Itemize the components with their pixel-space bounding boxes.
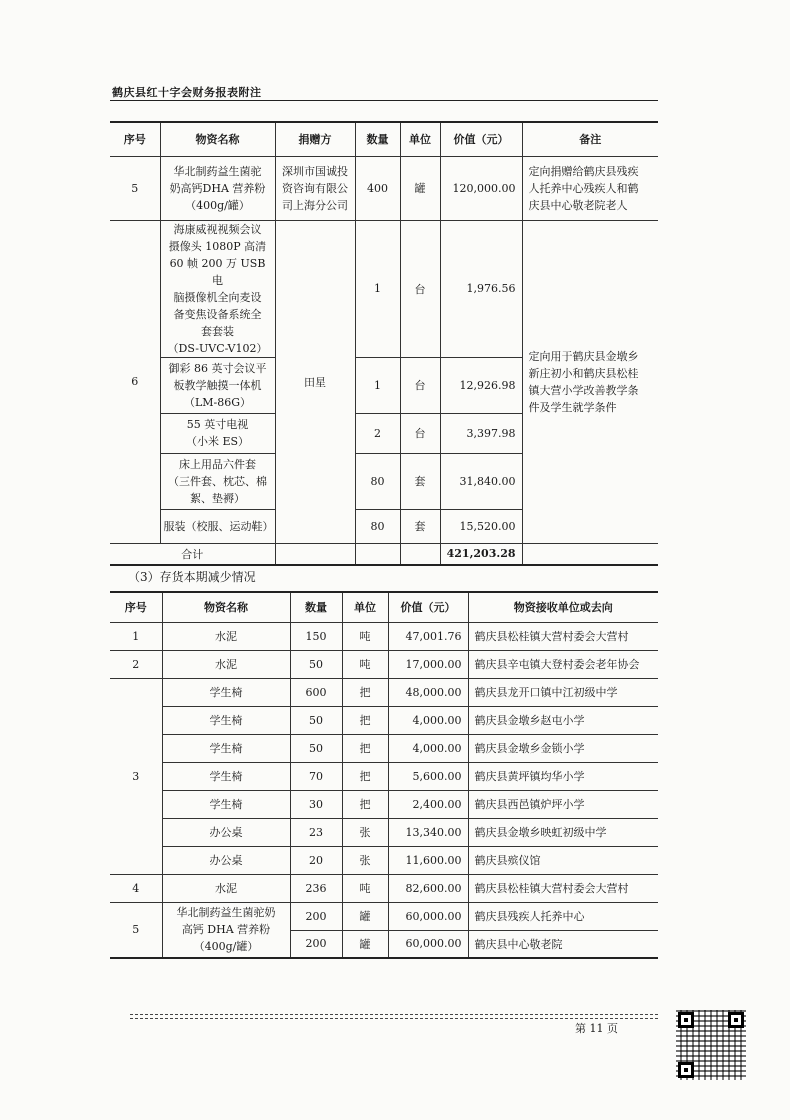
qty-cell: 400 (355, 156, 400, 220)
qty-cell: 50 (290, 734, 342, 762)
value-cell: 82,600.00 (388, 874, 468, 902)
unit-cell: 套 (400, 453, 440, 509)
destination-cell: 鹤庆县残疾人托养中心 (468, 902, 658, 930)
section-title: （3）存货本期减少情况 (128, 570, 256, 584)
qty-cell: 2 (355, 413, 400, 453)
value-cell: 17,000.00 (388, 650, 468, 678)
qty-cell: 1 (355, 220, 400, 357)
seq-cell: 4 (110, 874, 162, 902)
destination-cell: 鹤庆县金墩乡金锁小学 (468, 734, 658, 762)
unit-cell: 罐 (342, 930, 388, 958)
footer-divider (130, 1018, 658, 1019)
item-name-cell: 学生椅 (162, 678, 290, 706)
col-header: 数量 (290, 592, 342, 622)
item-name-cell: 学生椅 (162, 762, 290, 790)
seq-cell: 2 (110, 650, 162, 678)
item-name-cell: 床上用品六件套 （三件套、枕芯、棉 絮、垫褥） (160, 453, 275, 509)
qr-finder (678, 1062, 694, 1078)
item-name-cell: 御彩 86 英寸会议平 板教学触摸一体机 （LM-86G） (160, 357, 275, 413)
table-row (110, 678, 658, 706)
col-header: 备注 (522, 122, 658, 156)
qty-cell: 20 (290, 846, 342, 874)
unit-cell: 把 (342, 678, 388, 706)
table-row (110, 818, 658, 846)
unit-cell: 台 (400, 357, 440, 413)
table-row (110, 622, 658, 650)
unit-cell: 把 (342, 762, 388, 790)
unit-cell: 把 (342, 734, 388, 762)
value-cell: 13,340.00 (388, 818, 468, 846)
header-divider (110, 100, 658, 101)
unit-cell: 套 (400, 509, 440, 543)
destination-cell: 鹤庆县龙开口镇中江初级中学 (468, 678, 658, 706)
qty-cell: 600 (290, 678, 342, 706)
note-cell: 定向用于鹤庆县金墩乡 新庄初小和鹤庆县松桂 镇大营小学改善教学条 件及学生就学条件 (522, 220, 658, 543)
destination-cell: 鹤庆县西邑镇炉坪小学 (468, 790, 658, 818)
table-row (110, 220, 658, 357)
value-cell: 1,976.56 (440, 220, 522, 357)
destination-cell: 鹤庆县黄坪镇均华小学 (468, 762, 658, 790)
table-row (110, 734, 658, 762)
value-cell: 60,000.00 (388, 902, 468, 930)
donation-table (110, 121, 658, 566)
col-header: 价值（元） (440, 122, 522, 156)
col-header: 物资名称 (160, 122, 275, 156)
table-row (110, 902, 658, 930)
qty-cell: 80 (355, 453, 400, 509)
qty-cell: 30 (290, 790, 342, 818)
table-row (110, 706, 658, 734)
qty-cell: 236 (290, 874, 342, 902)
value-cell: 5,600.00 (388, 762, 468, 790)
qty-cell: 50 (290, 706, 342, 734)
note-cell: 定向捐赠给鹤庆县残疾 人托养中心残疾人和鹤 庆县中心敬老院老人 (522, 156, 658, 220)
item-name-cell: 55 英寸电视 （小米 ES） (160, 413, 275, 453)
item-name-cell: 办公桌 (162, 818, 290, 846)
qr-finder (678, 1012, 694, 1028)
item-name-cell: 服装（校服、运动鞋） (160, 509, 275, 543)
unit-cell: 吨 (342, 874, 388, 902)
col-header: 序号 (110, 122, 160, 156)
unit-cell: 台 (400, 413, 440, 453)
report-header: 鹤庆县红十字会财务报表附注 (112, 86, 262, 99)
col-header: 数量 (355, 122, 400, 156)
total-value: 421,203.28 (440, 543, 522, 565)
seq-cell: 6 (110, 220, 160, 543)
col-header: 物资名称 (162, 592, 290, 622)
item-name-cell: 华北制药益生菌驼 奶高钙DHA 营养粉 （400g/罐） (160, 156, 275, 220)
value-cell: 120,000.00 (440, 156, 522, 220)
total-label: 合计 (110, 543, 275, 565)
seq-cell: 1 (110, 622, 162, 650)
seq-cell: 5 (110, 902, 162, 958)
col-header: 物资接收单位或去向 (468, 592, 658, 622)
unit-cell: 张 (342, 818, 388, 846)
table-header-row (110, 122, 658, 156)
qty-cell: 50 (290, 650, 342, 678)
destination-cell: 鹤庆县松桂镇大营村委会大营村 (468, 874, 658, 902)
qr-code-icon (676, 1010, 746, 1080)
qty-cell: 70 (290, 762, 342, 790)
value-cell: 12,926.98 (440, 357, 522, 413)
table-row (110, 790, 658, 818)
destination-cell: 鹤庆县金墩乡映虹初级中学 (468, 818, 658, 846)
unit-cell: 罐 (342, 902, 388, 930)
unit-cell: 吨 (342, 622, 388, 650)
item-name-cell: 水泥 (162, 650, 290, 678)
table-row (110, 650, 658, 678)
item-name-cell: 办公桌 (162, 846, 290, 874)
value-cell: 48,000.00 (388, 678, 468, 706)
page-number: 第 11 页 (575, 1022, 618, 1035)
value-cell: 4,000.00 (388, 706, 468, 734)
table-row (110, 156, 658, 220)
value-cell: 31,840.00 (440, 453, 522, 509)
qr-finder (728, 1012, 744, 1028)
col-header: 单位 (342, 592, 388, 622)
qty-cell: 200 (290, 930, 342, 958)
value-cell: 47,001.76 (388, 622, 468, 650)
inventory-decrease-table (110, 591, 658, 959)
value-cell: 60,000.00 (388, 930, 468, 958)
seq-cell: 5 (110, 156, 160, 220)
item-name-cell: 学生椅 (162, 734, 290, 762)
value-cell: 2,400.00 (388, 790, 468, 818)
table-row (110, 874, 658, 902)
qty-cell: 80 (355, 509, 400, 543)
unit-cell: 把 (342, 706, 388, 734)
item-name-cell: 海康威视视频会议 摄像头 1080P 高清 60 帧 200 万 USB 电 脑摄像机全向麦设 备变焦设备系统全 套套装 （DS-UVC-V102） (160, 220, 275, 357)
seq-cell: 3 (110, 678, 162, 874)
unit-cell: 台 (400, 220, 440, 357)
item-name-cell: 学生椅 (162, 706, 290, 734)
destination-cell: 鹤庆县中心敬老院 (468, 930, 658, 958)
col-header: 价值（元） (388, 592, 468, 622)
item-name-cell: 水泥 (162, 622, 290, 650)
qty-cell: 1 (355, 357, 400, 413)
qty-cell: 150 (290, 622, 342, 650)
total-row (110, 543, 658, 565)
unit-cell: 吨 (342, 650, 388, 678)
value-cell: 15,520.00 (440, 509, 522, 543)
item-name-cell: 华北制药益生菌驼奶 高钙 DHA 营养粉 （400g/罐） (162, 902, 290, 958)
unit-cell: 罐 (400, 156, 440, 220)
destination-cell: 鹤庆县金墩乡赵屯小学 (468, 706, 658, 734)
unit-cell: 张 (342, 846, 388, 874)
item-name-cell: 学生椅 (162, 790, 290, 818)
donor-cell: 深圳市国诚投 资咨询有限公 司上海分公司 (275, 156, 355, 220)
col-header: 捐赠方 (275, 122, 355, 156)
table-row (110, 846, 658, 874)
qty-cell: 200 (290, 902, 342, 930)
col-header: 单位 (400, 122, 440, 156)
table-row (110, 762, 658, 790)
donor-cell: 田星 (275, 220, 355, 543)
destination-cell: 鹤庆县松桂镇大营村委会大营村 (468, 622, 658, 650)
value-cell: 4,000.00 (388, 734, 468, 762)
value-cell: 11,600.00 (388, 846, 468, 874)
destination-cell: 鹤庆县辛屯镇大登村委会老年协会 (468, 650, 658, 678)
table-header-row (110, 592, 658, 622)
qty-cell: 23 (290, 818, 342, 846)
footer-divider (130, 1014, 658, 1015)
destination-cell: 鹤庆县殡仪馆 (468, 846, 658, 874)
item-name-cell: 水泥 (162, 874, 290, 902)
value-cell: 3,397.98 (440, 413, 522, 453)
unit-cell: 把 (342, 790, 388, 818)
col-header: 序号 (110, 592, 162, 622)
